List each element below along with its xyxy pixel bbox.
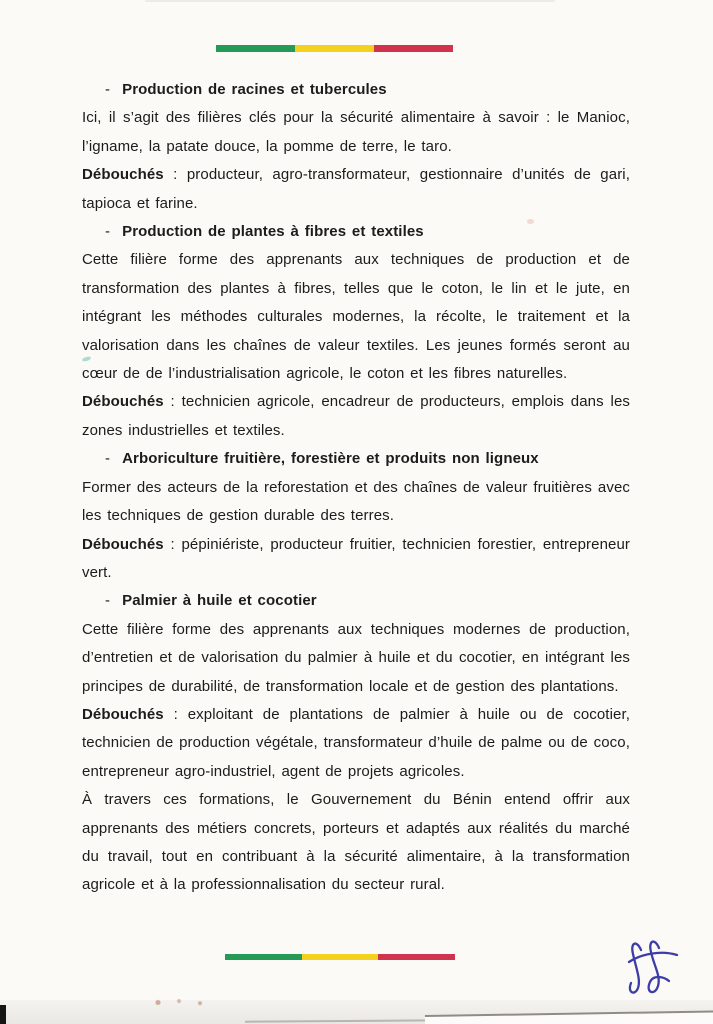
flag-divider-bottom <box>225 954 455 960</box>
heading-text: Palmier à huile et cocotier <box>122 592 317 610</box>
heading-dash: - <box>105 450 111 468</box>
document-body <box>82 76 630 900</box>
debouches-racines-tubercules <box>82 161 630 218</box>
debouches-text: : pépiniériste, producteur fruitier, technicien forestier, entrepreneur vert. <box>82 535 630 581</box>
closing-paragraph: À travers ces formations, le Gouvernement du Bénin entend offrir aux apprenants des métiers concrets, porteurs et adaptés aux réalités du marché du travail, tout en contribuant à la sécurité alimentaire, à la transformation agricole et à la professionnalisation du secteur rural. <box>82 791 630 894</box>
debouches-text: : exploitant de plantations de palmier à huile ou de cocotier, technicien de production végétale, transformateur d’huile de palme ou de coco, entrepreneur agro-industriel, agent de projets agricoles. <box>82 705 630 780</box>
paragraph-palmier-cocotier: Cette filière forme des apprenants aux techniques modernes de production, d’entretien et de valorisation du palmier à huile et du cocotier, en intégrant les principes de durabilité, de transformation locale et de gestion des plantations. <box>82 620 630 695</box>
signature <box>624 936 680 998</box>
flag-red-segment <box>374 45 453 52</box>
section-heading-racines-tubercules <box>82 76 630 104</box>
debouches-text: : technicien agricole, encadreur de producteurs, emplois dans les zones industrielles et textiles. <box>82 393 630 439</box>
debouches-arboriculture <box>82 531 630 588</box>
debouches-label: Débouchés <box>82 393 164 411</box>
heading-dash: - <box>105 81 111 98</box>
scan-speckles <box>152 999 212 1006</box>
flag-red-segment <box>378 954 455 960</box>
flag-yellow-segment <box>295 45 374 52</box>
paragraph-arboriculture: Former des acteurs de la reforestation et des chaînes de valeur fruitières avec les techniques de gestion durable des terres. <box>82 478 630 525</box>
debouches-text: : producteur, agro-transformateur, gestionnaire d’unités de gari, tapioca et farine. <box>82 166 630 212</box>
heading-text: Production de plantes à fibres et textiles <box>122 223 424 241</box>
section-heading-fibres-textiles <box>82 218 630 246</box>
scan-smudge-top <box>145 0 555 2</box>
debouches-label: Débouchés <box>82 166 164 184</box>
flag-green-segment <box>216 45 295 52</box>
debouches-fibres-textiles <box>82 388 630 445</box>
scan-ink-mark <box>527 219 534 224</box>
section-heading-palmier-cocotier <box>82 587 630 615</box>
debouches-label: Débouchés <box>82 535 164 553</box>
debouches-palmier-cocotier <box>82 701 630 786</box>
scan-corner-mark <box>0 1005 6 1024</box>
flag-green-segment <box>225 954 302 960</box>
paragraph-racines-tubercules: Ici, il s’agit des filières clés pour la sécurité alimentaire à savoir : le Manioc, l’igname, la patate douce, la pomme de terre, le taro. <box>82 109 630 155</box>
flag-divider-top <box>216 45 453 52</box>
heading-dash: - <box>105 592 111 610</box>
heading-text: Production de racines et tubercules <box>122 81 387 98</box>
flag-yellow-segment <box>302 954 379 960</box>
signature-stroke <box>649 942 669 992</box>
signature-stroke <box>630 944 641 993</box>
heading-text: Arboriculture fruitière, forestière et produits non ligneux <box>122 450 539 468</box>
paragraph-fibres-textiles: Cette filière forme des apprenants aux techniques de production et de transformation des plantes à fibres, telles que le coton, le lin et le jute, en intégrant les méthodes culturales modernes, la récolte, le traitement et la valorisation dans les chaînes de valeur textiles. Les jeunes formés seront au cœur de de l’industrialisation agricole, le coton et les fibres naturelles. <box>82 251 630 383</box>
heading-dash: - <box>105 223 111 241</box>
section-heading-arboriculture <box>82 445 630 473</box>
debouches-label: Débouchés <box>82 705 164 723</box>
